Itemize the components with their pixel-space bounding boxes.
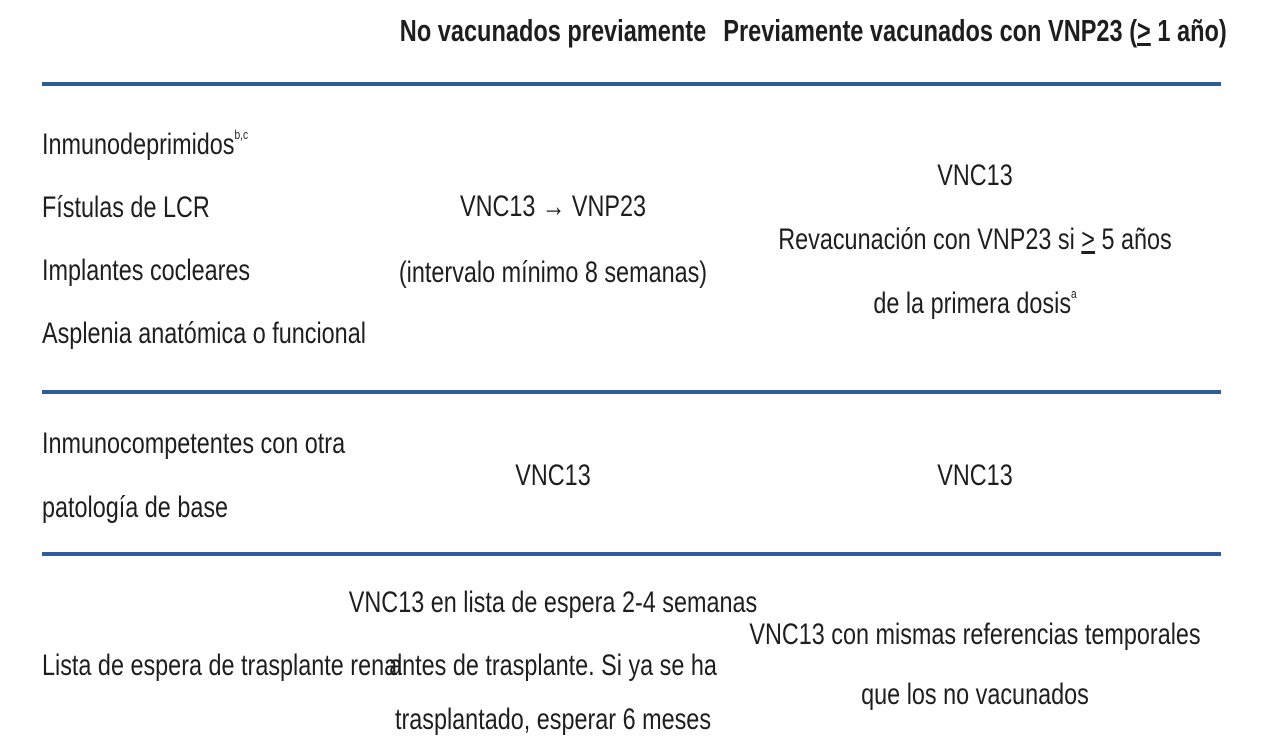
table-rule [42, 390, 1221, 394]
column-header-not-vaccinated: No vacunados previamente [399, 13, 707, 48]
recommendation-not-vaccinated-line: VNC13 → VNP23 [460, 190, 646, 223]
condition-immunocompetent: patología de base [42, 491, 229, 524]
recommendation-text-part: 5 años [1094, 223, 1172, 256]
recommendation-text-part: Revacunación con VNP23 si [778, 223, 1082, 256]
recommendation-vaccinated-line: VNC13 con mismas referencias temporales [749, 618, 1201, 651]
footnote-marker: a [1071, 286, 1077, 301]
column-header-previously-vaccinated [709, 15, 1241, 46]
recommendation-not-vaccinated: VNC13 [515, 459, 591, 492]
greater-equal-symbol: > [1137, 13, 1151, 48]
recommendation-not-vaccinated-line: antes de trasplante. Si ya se ha [389, 649, 717, 682]
recommendation-not-vaccinated-line: VNC13 en lista de espera 2-4 semanas [348, 586, 758, 619]
condition-cochlear-implants: Implantes cocleares [42, 254, 251, 287]
recommendation-vaccinated: VNC13 [937, 459, 1013, 492]
recommendation-vaccinated-line: que los no vacunados [861, 678, 1089, 711]
greater-equal-symbol: > [1081, 223, 1095, 256]
header-text-part: Previamente vacunados con VNP23 ( [723, 13, 1138, 48]
recommendation-not-vaccinated-line: (intervalo mínimo 8 semanas) [398, 256, 708, 289]
recommendation-vaccinated-line [702, 225, 1248, 255]
table-rule [42, 552, 1221, 556]
recommendation-not-vaccinated-line: trasplantado, esperar 6 meses [394, 703, 712, 736]
condition-immunocompetent: Inmunocompetentes con otra [42, 427, 346, 460]
condition-renal-transplant-waitlist: Lista de espera de trasplante renal [42, 649, 403, 682]
footnote-marker: b,c [234, 127, 249, 142]
recommendation-text-part: de la primera dosis [873, 287, 1072, 320]
condition-text: Inmunodeprimidos [42, 128, 235, 161]
header-text-part: 1 año) [1150, 13, 1227, 48]
condition-asplenia: Asplenia anatómica o funcional [42, 317, 366, 350]
condition-csf-fistula: Fístulas de LCR [42, 191, 210, 224]
recommendation-vaccinated-line [702, 286, 1248, 320]
recommendation-vaccinated-line: VNC13 [937, 159, 1013, 192]
condition-immunocompromised [42, 127, 249, 161]
table-rule [42, 82, 1221, 86]
